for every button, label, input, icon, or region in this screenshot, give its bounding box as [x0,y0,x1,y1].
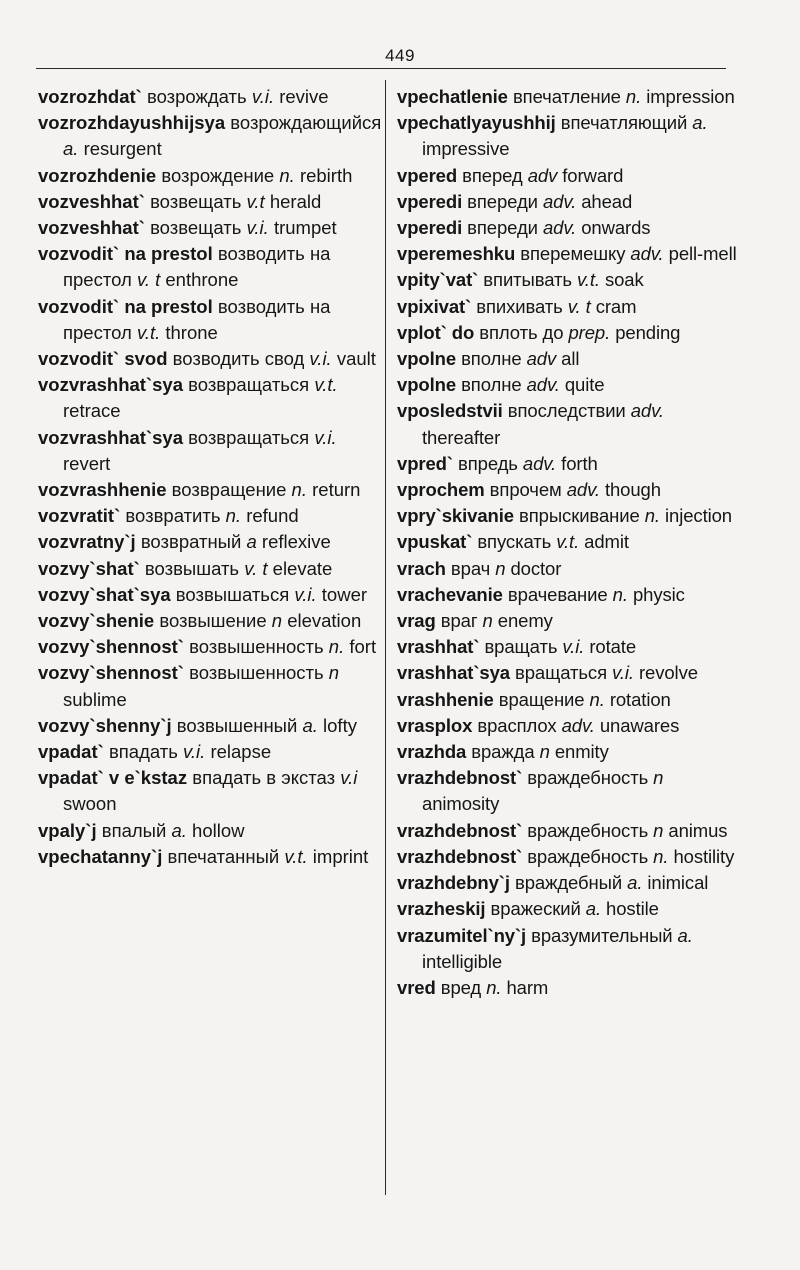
part-of-speech: n. [279,164,295,186]
dictionary-entry [38,215,383,241]
headword: vrach [397,557,446,579]
english-translation: reflexive [261,531,331,553]
english-translation: rotate [589,636,637,658]
russian-word: врасплох [477,714,557,736]
russian-word: впадать в экстаз [192,767,336,789]
russian-word: вплоть до [479,321,564,343]
dictionary-entry [38,660,383,712]
dictionary-entry [397,713,742,739]
part-of-speech: v.t. [136,321,161,343]
english-translation: harm [506,976,549,998]
russian-word: враждебный [514,872,623,894]
english-translation: inimical [647,872,709,894]
dictionary-entry [38,163,383,189]
russian-word: впредь [458,452,518,474]
english-translation: revolve [638,662,698,684]
headword: vozveshhat` [38,217,145,239]
part-of-speech: a. [171,819,187,841]
headword: vozvodit` na prestol [38,243,213,265]
headword: vrasplox [397,714,473,736]
russian-word: возводить на престол [63,243,331,291]
dictionary-entry [397,529,742,555]
headword: vozvy`shenny`j [38,714,172,736]
part-of-speech: adv. [542,190,577,212]
right-column [397,84,742,1001]
headword: vozrozhdat` [38,86,142,107]
russian-word: впрыскивание [519,505,640,527]
part-of-speech: a. [302,714,318,736]
headword: vplot` do [397,321,475,343]
dictionary-entry [397,660,742,686]
dictionary-entry [38,241,383,293]
part-of-speech: n. [225,505,242,527]
headword: vpolne [397,374,457,396]
dictionary-entry [397,241,742,267]
russian-word: вполне [461,348,522,370]
english-translation: tower [321,583,368,605]
english-translation: hostility [673,845,735,867]
part-of-speech: v.i. [246,217,269,239]
dictionary-entry [397,582,742,608]
headword: vpuskat` [397,531,473,553]
russian-word: вред [440,976,482,998]
dictionary-entry [397,477,742,503]
headword: vpechatanny`j [38,845,163,867]
headword: vrag [397,610,436,632]
dictionary-entry [397,84,742,110]
russian-word: впечатление [512,86,621,107]
english-translation: ahead [581,190,633,212]
english-translation: herald [269,190,322,212]
dictionary-entry [397,163,742,189]
dictionary-entry [38,529,383,555]
part-of-speech: v.t. [314,374,338,396]
english-translation: impression [646,86,735,107]
dictionary-entry [397,346,742,372]
part-of-speech: adv [526,348,557,370]
part-of-speech: n. [644,505,660,527]
dictionary-entry [397,556,742,582]
english-translation: doctor [510,557,562,579]
russian-word: возвратный [140,531,242,553]
part-of-speech: a. [677,924,693,946]
headword: vperedi [397,217,463,239]
part-of-speech: v.t [246,190,265,212]
dictionary-entry [397,294,742,320]
part-of-speech: n. [612,583,628,605]
dictionary-entry [397,634,742,660]
headword: vpechatlyayushhij [397,112,556,134]
headword: vpaly`j [38,819,97,841]
headword: vpadat` v e`kstaz [38,767,188,789]
english-translation: swoon [63,793,117,815]
dictionary-entry [397,267,742,293]
headword: vozvrashhenie [38,479,167,501]
dictionary-entry [397,189,742,215]
english-translation: fort [349,636,377,658]
dictionary-entry [38,608,383,634]
headword: vprochem [397,479,485,501]
dictionary-entry [38,818,383,844]
headword: vred [397,976,436,998]
english-translation: soak [604,269,644,291]
headword: vpred` [397,452,453,474]
part-of-speech: adv. [566,479,600,501]
column-divider [385,80,386,1195]
part-of-speech: n [271,610,283,632]
headword: vpolne [397,348,457,370]
headword: vozvy`shennost` [38,636,184,658]
english-translation: relapse [210,741,272,763]
russian-word: врач [450,557,491,579]
english-translation: onwards [581,217,651,239]
english-translation: elevation [287,610,362,632]
russian-word: возвратить [125,505,221,527]
english-translation: lofty [323,714,357,736]
russian-word: вперемешку [520,243,626,265]
dictionary-entry [397,110,742,162]
part-of-speech: n. [625,86,642,107]
russian-word: возвышенность [189,662,324,684]
dictionary-entry [397,451,742,477]
headword: vposledstvii [397,400,503,422]
russian-word: вразумительный [531,924,673,946]
russian-word: впереди [467,190,538,212]
russian-word: возвещать [150,217,242,239]
english-translation: elevate [272,557,333,579]
headword: vpity`vat` [397,269,479,291]
part-of-speech: v.i. [294,583,317,605]
headword: vrazumitel`ny`j [397,924,527,946]
part-of-speech: a. [585,898,601,920]
part-of-speech: v.i. [183,741,206,763]
russian-word: вражда [471,741,535,763]
english-translation: forward [562,164,624,186]
part-of-speech: adv. [526,374,560,396]
headword: vozvy`shat`sya [38,583,171,605]
dictionary-entry [397,320,742,346]
russian-word: впоследствии [507,400,626,422]
dictionary-entry [38,372,383,424]
russian-word: возрождение [161,164,275,186]
headword: vrazhda [397,741,467,763]
dictionary-entry [397,372,742,398]
part-of-speech: n [653,767,664,789]
headword: vozvy`shennost` [38,662,184,684]
english-translation: intelligible [422,950,503,972]
part-of-speech: v.i. [251,86,275,107]
russian-word: врачевание [507,583,608,605]
russian-word: впитывать [483,269,572,291]
headword: vpadat` [38,741,104,763]
dictionary-entry [397,739,742,765]
english-translation: injection [665,505,732,527]
english-translation: refund [246,505,299,527]
part-of-speech: n. [589,688,605,710]
dictionary-entry [397,844,742,870]
headword: vozvrashhat`sya [38,374,183,396]
dictionary-entry [397,818,742,844]
headword: vrazhdebnost` [397,767,523,789]
dictionary-entry [397,398,742,450]
english-translation: thereafter [422,426,501,448]
part-of-speech: v.t. [577,269,600,291]
headword: vpry`skivanie [397,505,514,527]
part-of-speech: v. t [567,295,591,317]
part-of-speech: v.i. [309,348,332,370]
dictionary-entry [397,870,742,896]
russian-word: впечатанный [167,845,280,867]
part-of-speech: prep. [568,321,611,343]
headword: vpechatlenie [397,86,508,107]
russian-word: враждебность [527,819,649,841]
part-of-speech: adv. [522,452,557,474]
dictionary-entry [38,110,383,162]
left-column [38,84,383,870]
dictionary-entry [38,844,383,870]
english-translation: impressive [422,138,510,160]
dictionary-entry [38,739,383,765]
russian-word: возвышаться [175,583,290,605]
russian-word: враждебность [527,767,649,789]
part-of-speech: a [246,531,257,553]
dictionary-entry [397,215,742,241]
russian-word: впрочем [489,479,562,501]
english-translation: animus [668,819,728,841]
headword: vozvodit` svod [38,348,168,370]
dictionary-entry [38,503,383,529]
dictionary-entry [38,294,383,346]
russian-word: возвышенный [176,714,298,736]
russian-word: впускать [477,531,552,553]
part-of-speech: n [495,557,506,579]
part-of-speech: v.t. [284,845,308,867]
headword: vozvy`shat` [38,557,140,579]
english-translation: forth [561,452,598,474]
english-translation: retrace [63,400,121,422]
headword: vperedi [397,190,463,212]
part-of-speech: adv. [542,217,577,239]
dictionary-entry [38,189,383,215]
headword: vozvodit` na prestol [38,295,213,317]
part-of-speech: n. [486,976,502,998]
headword: vpixivat` [397,295,472,317]
headword: vrashhat`sya [397,662,510,684]
dictionary-entry [38,556,383,582]
dictionary-entry [397,687,742,713]
english-translation: rotation [609,688,671,710]
english-translation: revive [279,86,329,107]
russian-word: вполне [461,374,522,396]
headword: vozvratit` [38,505,121,527]
dictionary-entry [397,975,742,1001]
english-translation: enmity [554,741,609,763]
russian-word: впечатляющий [560,112,688,134]
headword: vrazhdebnost` [397,819,523,841]
english-translation: though [604,479,661,501]
headword: vrashhat` [397,636,480,658]
dictionary-entry [38,346,383,372]
part-of-speech: v.i. [612,662,634,684]
part-of-speech: n [328,662,340,684]
part-of-speech: a. [692,112,708,134]
part-of-speech: adv. [630,243,664,265]
english-translation: cram [595,295,637,317]
part-of-speech: v. t [244,557,268,579]
english-translation: pending [615,321,681,343]
headword: vrazhdebnost` [397,845,523,867]
english-translation: quite [564,374,605,396]
part-of-speech: v. t [136,269,161,291]
dictionary-entry [38,713,383,739]
russian-word: возвращение [171,479,287,501]
english-translation: hollow [192,819,245,841]
dictionary-entry [397,765,742,817]
part-of-speech: adv. [561,714,595,736]
headword: vrachevanie [397,583,503,605]
english-translation: vault [336,348,376,370]
russian-word: возвращаться [188,374,310,396]
part-of-speech: n [539,741,550,763]
part-of-speech: n. [328,636,345,658]
dictionary-entry [38,582,383,608]
headword: vozvy`shenie [38,610,155,632]
dictionary-entry [397,923,742,975]
dictionary-entry [397,503,742,529]
dictionary-entry [38,425,383,477]
russian-word: впалый [101,819,167,841]
english-translation: enthrone [165,269,239,291]
russian-word: возводить на престол [63,295,331,343]
headword: vozrozhdayushhijsya [38,112,226,134]
english-translation: trumpet [273,217,337,239]
headword: vrazhdebny`j [397,872,510,894]
part-of-speech: a. [627,872,643,894]
english-translation: hostile [606,898,659,920]
russian-word: враждебность [527,845,649,867]
dictionary-entry [38,477,383,503]
russian-word: впереди [467,217,538,239]
part-of-speech: v.i [340,767,358,789]
part-of-speech: n. [291,479,307,501]
english-translation: animosity [422,793,500,815]
russian-word: возвышенность [189,636,324,658]
part-of-speech: v.i. [562,636,585,658]
part-of-speech: n [653,819,664,841]
english-translation: admit [584,531,629,553]
russian-word: возвышение [159,610,267,632]
part-of-speech: n [482,610,493,632]
russian-word: возрождающийся [230,112,382,134]
english-translation: sublime [63,688,127,710]
russian-word: возвышать [144,557,240,579]
russian-word: вращение [498,688,585,710]
english-translation: resurgent [83,138,162,160]
english-translation: rebirth [299,164,353,186]
english-translation: pell-mell [668,243,737,265]
headword: vozveshhat` [38,190,145,212]
part-of-speech: v.t. [556,531,580,553]
russian-word: вражеский [490,898,581,920]
russian-word: вращать [484,636,558,658]
english-translation: all [561,348,580,370]
headword: vrashhenie [397,688,494,710]
english-translation: unawares [599,714,680,736]
headword: vpered [397,164,458,186]
russian-word: возвещать [150,190,242,212]
russian-word: враг [440,610,478,632]
part-of-speech: v.i. [314,426,337,448]
russian-word: впадать [108,741,178,763]
part-of-speech: a. [63,138,79,160]
dictionary-entry [38,765,383,817]
headword: vozrozhdenie [38,164,157,186]
part-of-speech: n. [653,845,669,867]
part-of-speech: adv. [630,400,664,422]
russian-word: возрождать [146,86,247,107]
dictionary-entry [38,634,383,660]
russian-word: возводить свод [172,348,305,370]
russian-word: вперед [462,164,523,186]
english-translation: throne [165,321,218,343]
english-translation: revert [63,452,111,474]
dictionary-entry [38,84,383,110]
headword: vozvratny`j [38,531,136,553]
dictionary-entry [397,608,742,634]
english-translation: return [312,479,361,501]
english-translation: physic [632,583,685,605]
headword: vrazheskij [397,898,486,920]
part-of-speech: adv [527,164,558,186]
english-translation: imprint [312,845,369,867]
headword: vperemeshku [397,243,516,265]
page-number: 449 [385,46,415,65]
russian-word: вращаться [515,662,607,684]
dictionary-entry [397,896,742,922]
russian-word: возвращаться [188,426,310,448]
russian-word: впихивать [476,295,563,317]
english-translation: enemy [497,610,553,632]
header-rule [36,68,726,69]
headword: vozvrashhat`sya [38,426,183,448]
